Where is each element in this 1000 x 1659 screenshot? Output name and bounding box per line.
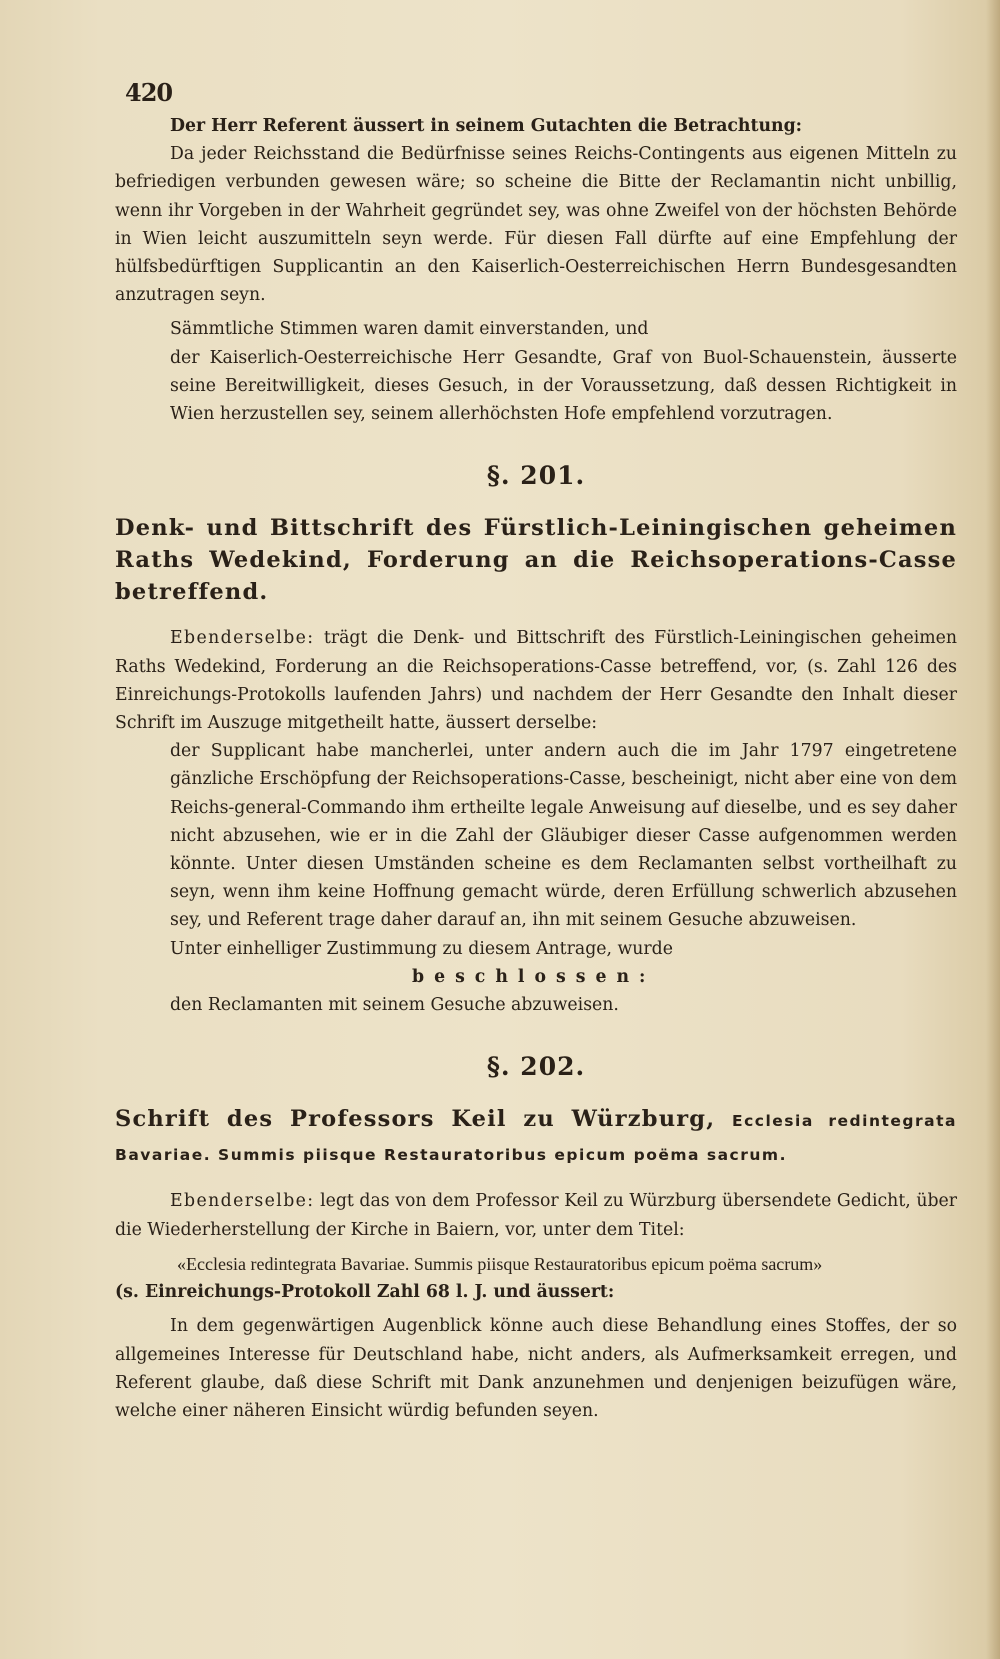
section-202-heading: §. 202. <box>486 1052 586 1082</box>
section-201-paragraph <box>115 624 957 737</box>
section-201-title: Denk- und Bittschrift des Fürstlich-Leiningischen geheimen Raths Wedekind, Forderung an die Reichsoperations-Casse betreffend. <box>115 515 957 606</box>
section-201-opinion: der Supplicant habe mancherlei, unter andern auch die im Jahr 1797 eingetretene gänzliche Erschöpfung der Reichsoperations-Casse, bescheinigt, nicht aber eine von dem Reichs-general-Commando ihm ertheilte legale Anweisung auf dieselbe, und es sey daher nicht abzusehen, wie er in die Zahl der Gläubiger dieser Casse aufgenommen werden könnte. Unter diesen Umständen scheine es dem Reclamanten selbst vortheilhaft zu seyn, wenn ihm keine Hoffnung gemacht würde, deren Erfüllung schwerlich abzusehen sey, und Referent trage daher darauf an, ihn mit seinem Gesuche abzuweisen. <box>170 741 957 931</box>
page-content <box>115 112 957 1425</box>
page-number: 420 <box>125 78 173 107</box>
section-201-body: trägt die Denk- und Bittschrift des Fürstlich-Leiningischen geheimen Raths Wedekind, Forderung an die Reichsoperations-Casse betreffend, vor, (s. Zahl 126 des Einreichungs-Protokolls laufenden Jahrs) und nachdem der Herr Gesandte den Inhalt dieser Schrift im Auszuge mitgetheilt hatte, äussert derselbe: <box>115 628 957 734</box>
section-200-votes: Sämmtliche Stimmen waren damit einverstanden, und <box>170 319 649 340</box>
section-201-lead: Ebenderselbe: <box>170 628 315 649</box>
section-202-body: legt das von dem Professor Keil zu Würzburg übersendete Gedicht, über die Wiederherstellung der Kirche in Baiern, vor, unter dem Titel: <box>115 1191 957 1240</box>
page-edge-shadow <box>986 0 1000 1659</box>
section-202-title-latin: Ecclesia redintegrata Bavariae. Summis piisque Restauratoribus epicum poëma sacrum. <box>115 1112 957 1165</box>
section-200-austria-statement: der Kaiserlich-Oesterreichische Herr Gesandte, Graf von Buol-Schauenstein, äusserte seine Bereitwilligkeit, dieses Gesuch, in der Voraussetzung, daß dessen Richtigkeit in Wien herzustellen sey, seinem allerhöchsten Hofe empfehlend vorzutragen. <box>170 347 957 425</box>
section-202-opinion: In dem gegenwärtigen Augenblick könne auch diese Behandlung eines Stoffes, der so allgemeines Interesse für Deutschland habe, nicht anders, als Aufmerksamkeit erregen, und Referent glaube, daß diese Schrift mit Dank anzunehmen und denjenigen beizufügen wäre, welche einer näheren Einsicht würdig befunden seyen. <box>115 1316 957 1421</box>
section-202-paragraph <box>115 1187 957 1243</box>
section-201-heading: §. 201. <box>486 461 586 491</box>
section-200-body: Da jeder Reichsstand die Bedürfnisse seines Reichs-Contingents aus eigenen Mitteln zu befriedigen verbunden gewesen wäre; so scheine die Bitte der Reclamantin nicht unbillig, wenn ihr Vorgeben in der Wahrheit gegründet sey, was ohne Zweifel von der höchsten Behörde in Wien leicht auszumitteln seyn werde. Für diesen Fall dürfte auf eine Empfehlung der hülfsbedürftigen Supplicantin an den Kaiserlich-Oesterreichischen Herrn Bundesgesandten anzutragen seyn. <box>115 144 957 306</box>
section-200-intro: Der Herr Referent äussert in seinem Gutachten die Betrachtung: <box>170 116 803 136</box>
section-201-resolved: beschlossen: <box>412 966 656 987</box>
section-202-lead: Ebenderselbe: <box>170 1191 315 1212</box>
section-202-quote: «Ecclesia redintegrata Bavariae. Summis piisque Restauratoribus epicum poëma sacrum» <box>177 1253 823 1274</box>
section-201-decision: den Reclamanten mit seinem Gesuche abzuweisen. <box>170 995 619 1016</box>
section-201-consent: Unter einhelliger Zustimmung zu diesem Antrage, wurde <box>170 938 673 959</box>
section-202-title-german: Schrift des Professors Keil zu Würzburg, <box>115 1106 716 1133</box>
section-202-reference: (s. Einreichungs-Protokoll Zahl 68 l. J. und äussert: <box>115 1282 615 1303</box>
section-202-title <box>115 1103 957 1171</box>
